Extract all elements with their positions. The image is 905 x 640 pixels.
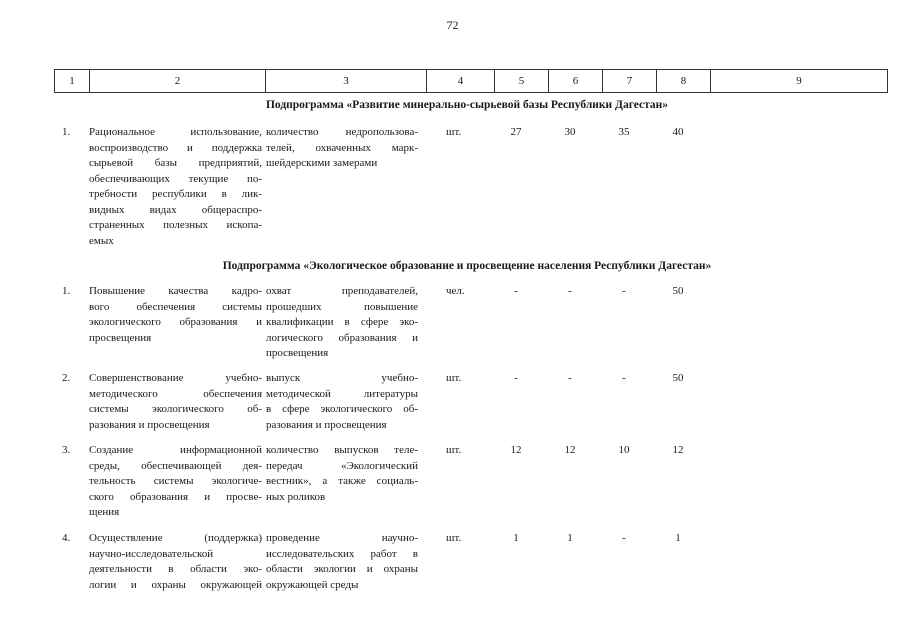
value-col6: 1 [567,532,573,544]
column-header-1: 1 [55,70,90,93]
value-col7: - [622,532,626,544]
unit: шт. [446,372,462,384]
column-header-9: 9 [711,70,888,93]
value-col8: 40 [672,126,684,138]
column-header-6: 6 [549,70,603,93]
value-col8: 50 [672,285,684,297]
value-col6: - [568,285,572,297]
unit: шт. [446,444,462,456]
column-header-5: 5 [495,70,549,93]
page-number: 72 [446,18,459,32]
row-number: 3. [62,444,71,456]
value-col5: 1 [513,532,519,544]
value-col7: - [622,372,626,384]
measure-name: Создание информационной среды, обеспечивающей дея- тельность системы экологиче- ского образования и просве- щения [89,444,262,518]
indicator-name: выпуск учебно- методической литературы в сфере экологического об- разования и просвещения [266,372,418,431]
value-col5: 12 [510,444,522,456]
value-col8: 12 [672,444,684,456]
measure-name: Совершенствование учебно- методического обеспечения системы экологического об- разования и просвещения [89,372,262,431]
value-col5: - [514,285,518,297]
row-number: 1. [62,285,71,297]
section-title-mineral: Подпрограмма «Развитие минерально-сырьевой базы Республики Дагестан» [265,99,669,111]
column-header-7: 7 [603,70,657,93]
value-col8: 50 [672,372,684,384]
value-col6: - [568,372,572,384]
value-col5: 27 [510,126,522,138]
row-number: 1. [62,126,71,138]
measure-name: Осуществление (поддержка) научно-исследовательской деятельности в области эко- логии и охраны окружающей [89,532,262,591]
value-col7: 35 [618,126,630,138]
column-header-table [54,69,888,93]
unit: шт. [446,532,462,544]
value-col6: 12 [564,444,576,456]
column-header-4: 4 [427,70,495,93]
section-title-ecology: Подпрограмма «Экологическое образование и просвещение населения Республики Дагестан» [222,260,712,272]
unit: чел. [446,285,465,297]
column-header-8: 8 [657,70,711,93]
value-col7: 10 [618,444,630,456]
measure-name: Повышение качества кадро- вого обеспечения системы экологического образования и просвещения [89,285,262,344]
value-col7: - [622,285,626,297]
value-col5: - [514,372,518,384]
indicator-name: проведение научно- исследовательских работ в области экологии и охраны окружающей среды [266,532,418,591]
row-number: 4. [62,532,71,544]
indicator-name: количество недропользова- телей, охваченных марк- шейдерскими замерами [266,126,418,169]
indicator-name: количество выпусков теле- передач «Экологический вестник», а также социаль- ных роликов [266,444,418,503]
measure-name: Рациональное использование, воспроизводство и поддержка сырьевой базы предприятий, обеспечивающих текущие по- требности республики в лик- видных видах общераспро- страненных полезных ископа- емых [89,126,262,247]
indicator-name: охват преподавателей, прошедших повышение квалификации в сфере эко- логического образования и просвещения [266,285,418,359]
column-header-row [55,70,888,93]
value-col8: 1 [675,532,681,544]
column-header-2: 2 [90,70,266,93]
row-number: 2. [62,372,71,384]
column-header-3: 3 [266,70,427,93]
value-col6: 30 [564,126,576,138]
unit: шт. [446,126,462,138]
